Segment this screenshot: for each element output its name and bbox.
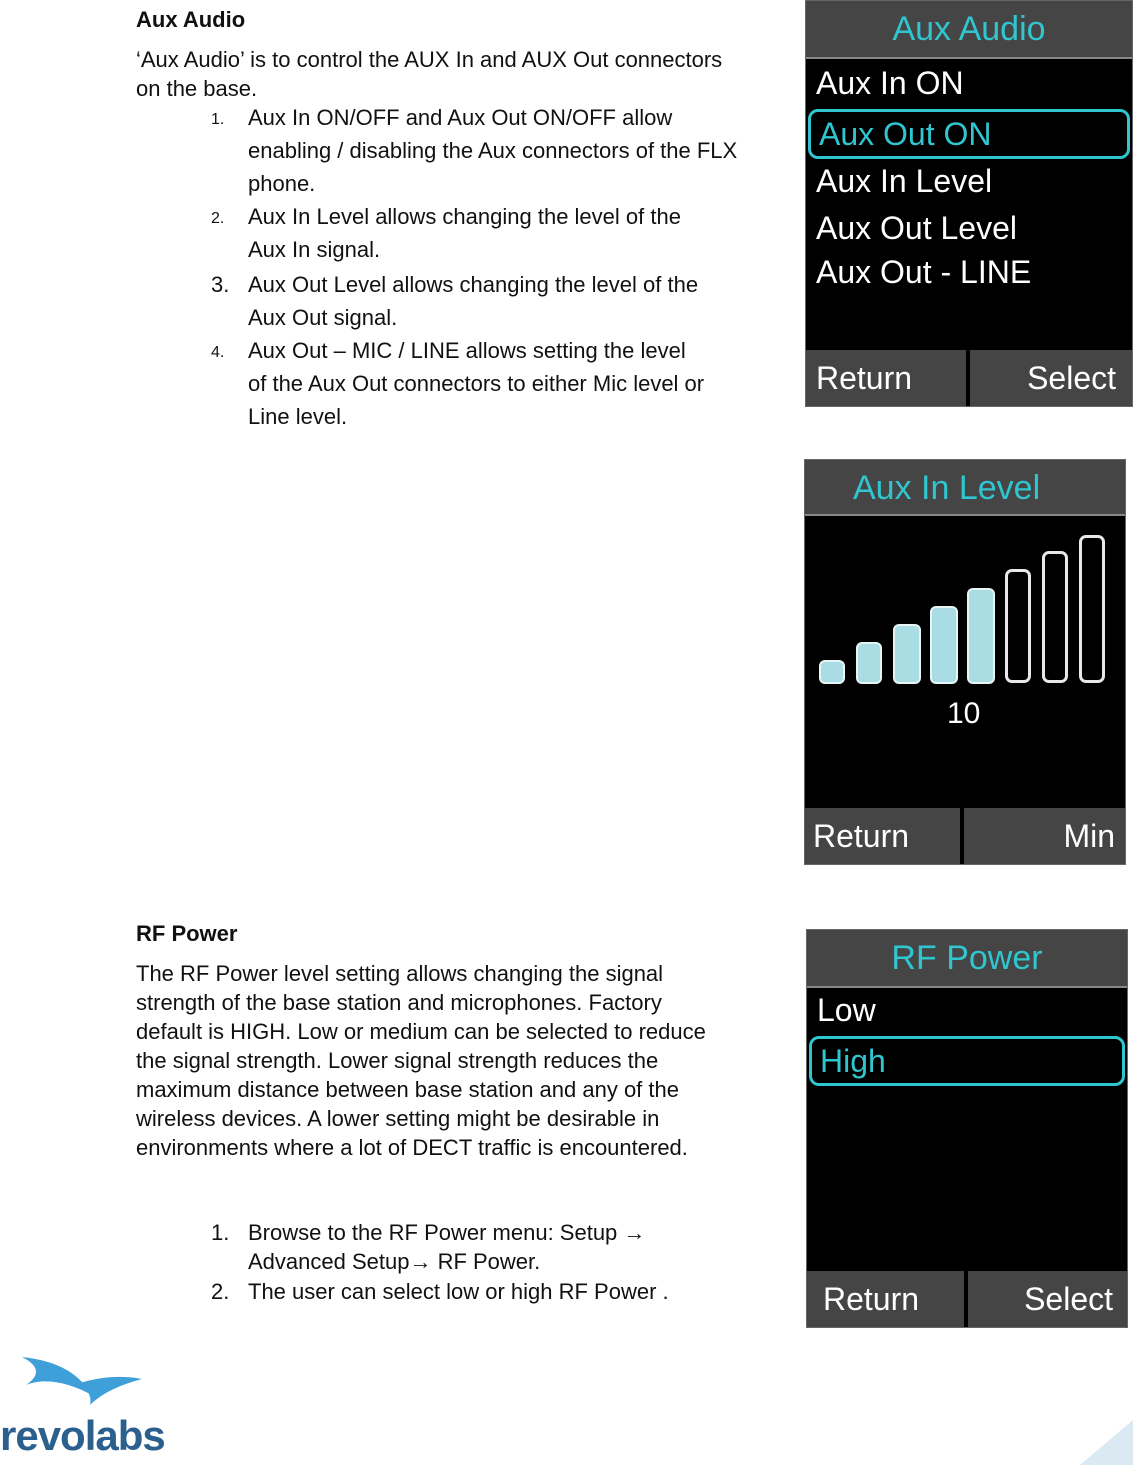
list-number: 1. xyxy=(211,111,225,128)
level-bar-5 xyxy=(967,588,995,684)
level-bar-4 xyxy=(930,606,958,684)
aux-audio-heading: Aux Audio xyxy=(136,7,246,32)
screen-title: RF Power xyxy=(807,930,1127,988)
aux-in-level-screen xyxy=(804,459,1126,865)
list-number: 3. xyxy=(211,272,230,297)
rf-power-paragraph: The RF Power level setting allows changing the signal strength of the base station and microphones. Factory default is HIGH. Low or medium can be selected to reduce the signal strength. Lower signal strength reduces the maximum distance between base station and any of the wireless devices. A lower setting might be desirable in environments where a lot of DECT traffic is encountered. xyxy=(136,961,706,1160)
list-number: 1. xyxy=(211,1220,230,1245)
menu-item-aux-in-level[interactable]: Aux In Level xyxy=(816,163,993,199)
list-text: Aux Out – MIC / LINE allows setting the level of the Aux Out connectors to either Mic level or Line level. xyxy=(248,338,705,429)
aux-audio-intro: ‘Aux Audio’ is to control the AUX In and AUX Out connectors on the base. xyxy=(136,47,723,101)
list-number: 4. xyxy=(211,344,225,361)
screen-title: Aux In Level xyxy=(805,460,1125,516)
revolabs-wordmark: revolabs xyxy=(0,1412,165,1459)
list-text: Aux In Level allows changing the level of the Aux In signal. xyxy=(248,204,681,262)
menu-item-aux-out-line[interactable]: Aux Out - LINE xyxy=(816,254,1032,290)
menu-item-low[interactable]: Low xyxy=(817,992,876,1028)
level-bar-1 xyxy=(819,660,845,684)
list-number: 2. xyxy=(211,1279,230,1304)
aux-audio-menu-screen xyxy=(805,0,1133,407)
min-softkey[interactable]: Min xyxy=(964,808,1125,864)
list-text: Aux Out Level allows changing the level of the Aux Out signal. xyxy=(248,272,699,330)
menu-item-aux-in-on[interactable]: Aux In ON xyxy=(816,65,964,101)
level-bar-7 xyxy=(1042,551,1068,683)
revolabs-logo-icon xyxy=(20,1355,145,1415)
rf-power-screen xyxy=(806,929,1128,1328)
list-text: Browse to the RF Power menu: Setup → Advanced Setup→ RF Power. xyxy=(248,1220,646,1274)
rf-power-heading: RF Power xyxy=(136,921,238,946)
menu-item-high-selected[interactable]: High xyxy=(809,1036,1125,1086)
return-softkey[interactable]: Return xyxy=(805,808,960,864)
level-bar-2 xyxy=(856,642,882,684)
list-number: 2. xyxy=(211,210,225,227)
menu-item-aux-out-on-selected[interactable]: Aux Out ON xyxy=(808,109,1130,159)
level-value: 10 xyxy=(947,697,981,730)
return-softkey[interactable]: Return xyxy=(807,1271,964,1327)
corner-triangle-icon xyxy=(1080,1420,1133,1465)
menu-item-aux-out-level[interactable]: Aux Out Level xyxy=(816,210,1017,246)
list-text: The user can select low or high RF Power . xyxy=(248,1279,669,1304)
level-bar-6 xyxy=(1005,569,1031,683)
list-text: Aux In ON/OFF and Aux Out ON/OFF allow enabling / disabling the Aux connectors of the FLX phone. xyxy=(248,105,738,196)
level-bar-3 xyxy=(893,624,921,684)
screen-title: Aux Audio xyxy=(806,1,1132,59)
return-softkey[interactable]: Return xyxy=(806,350,966,406)
select-softkey[interactable]: Select xyxy=(970,350,1132,406)
select-softkey[interactable]: Select xyxy=(968,1271,1127,1327)
level-bar-8 xyxy=(1079,535,1105,683)
